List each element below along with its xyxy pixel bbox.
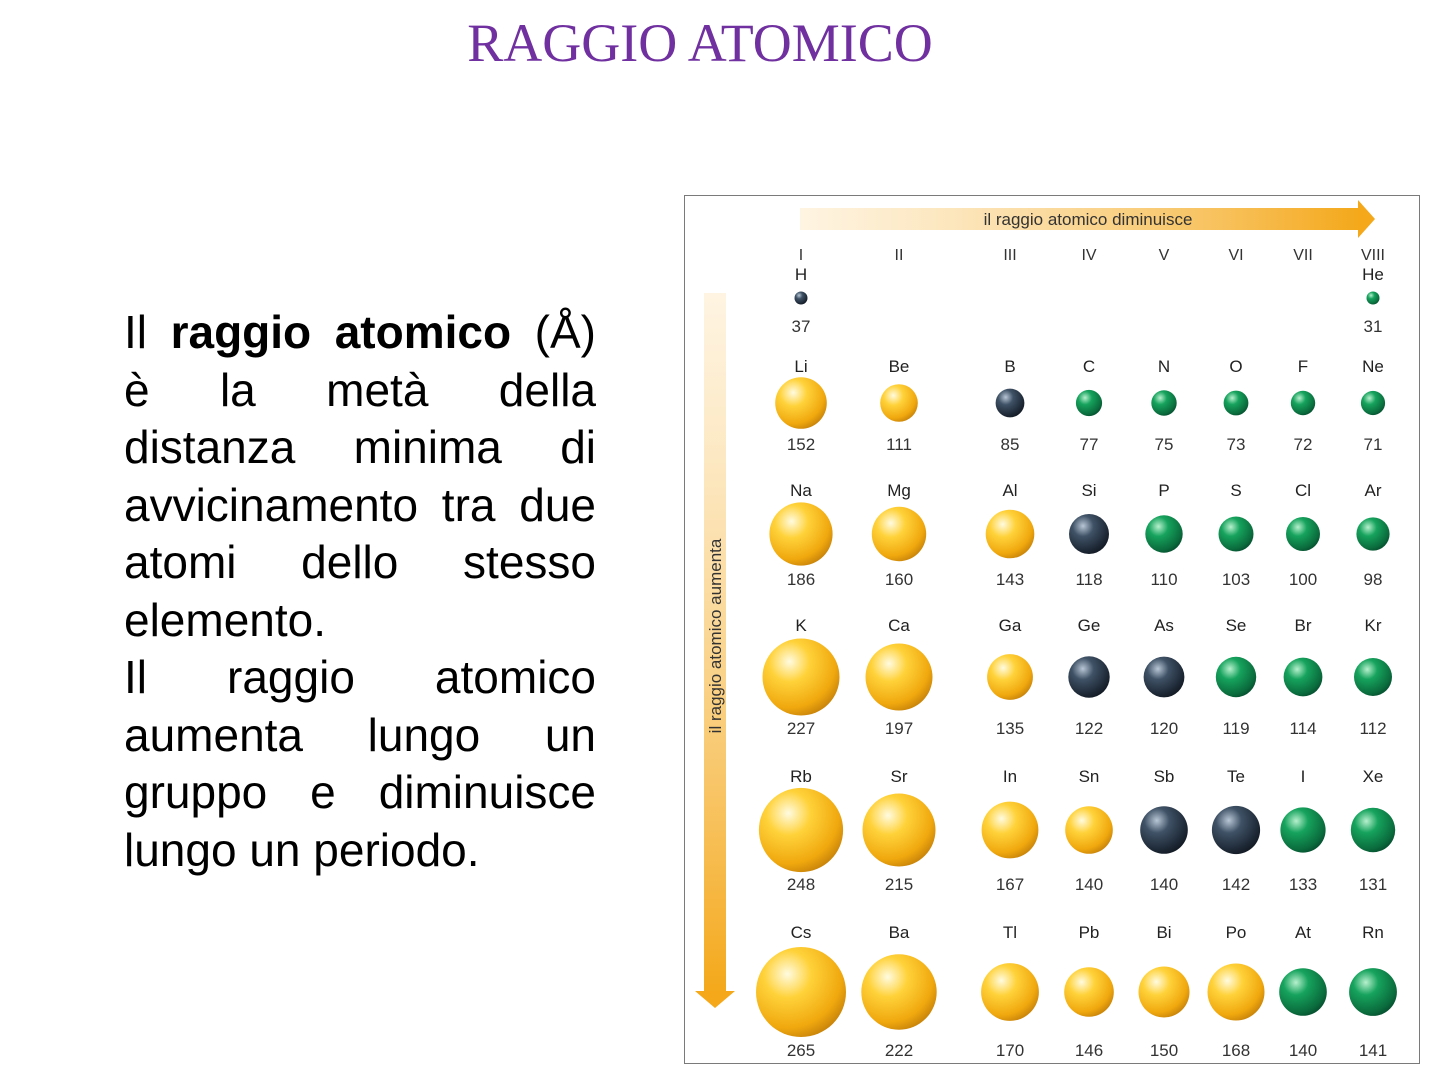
atom-sphere [1212,806,1260,854]
element-radius-value: 197 [884,719,914,738]
element-symbol: O [1229,357,1243,376]
element-symbol: H [794,265,808,284]
slide-title: RAGGIO ATOMICO [467,13,933,73]
element-symbol: Li [794,357,808,376]
group-label: VII [1293,247,1313,264]
element-radius-value: 118 [1075,570,1103,589]
top-arrow [800,200,1375,238]
atomic-radius-figure [684,195,1420,1064]
element-ca [866,616,933,738]
atom-sphere [759,788,843,872]
element-symbol: Sb [1153,767,1175,786]
element-symbol: Al [1002,481,1018,500]
element-symbol: B [1004,357,1016,376]
atom-sphere [987,654,1033,700]
element-se [1216,616,1256,738]
element-symbol: Sn [1078,767,1100,786]
atom-sphere [1069,514,1109,554]
atom-sphere [996,389,1025,418]
element-sb [1140,767,1188,894]
element-symbol: As [1154,616,1174,635]
atom-sphere [1076,390,1102,416]
element-as [1144,616,1185,738]
atom-sphere [756,947,846,1037]
element-radius-value: 73 [1226,435,1246,454]
element-ne [1361,357,1385,454]
element-kr [1354,616,1392,738]
description-text [124,304,596,879]
element-tl [981,923,1039,1060]
element-symbol: Xe [1362,767,1384,786]
element-symbol: Kr [1364,616,1382,635]
element-radius-value: 131 [1358,875,1388,894]
element-n [1151,357,1176,454]
element-symbol: S [1230,481,1242,500]
element-radius-value: 143 [995,570,1025,589]
element-radius-value: 110 [1150,570,1178,589]
element-symbol: At [1294,923,1312,942]
element-in [982,767,1039,894]
element-symbol: Ne [1362,357,1384,376]
element-cl [1286,481,1320,589]
group-headers [799,247,1385,264]
atom-sphere [1064,967,1114,1017]
atom-sphere [982,802,1039,859]
element-symbol: N [1157,357,1171,376]
atom-sphere [1279,968,1327,1016]
element-xe [1351,767,1395,894]
element-symbol: Ba [888,923,910,942]
atom-sphere [1145,515,1182,552]
element-radius-value: 140 [1149,875,1179,894]
element-symbol: Tl [1002,923,1018,942]
element-radius-value: 72 [1293,435,1313,454]
element-radius-value: 98 [1363,570,1383,589]
element-li [775,357,827,454]
element-ga [987,616,1033,738]
atom-sphere [1280,807,1325,852]
element-sn [1065,767,1113,894]
element-radius-value: 140 [1074,875,1104,894]
side-arrow [695,293,735,1008]
atom-sphere [1140,806,1188,854]
element-radius-value: 142 [1221,875,1251,894]
element-radius-value: 85 [1000,435,1020,454]
atom-sphere [986,510,1035,559]
trend-paragraph: Il raggio atomico aumenta lungo un gruppo e diminuisce lungo un periodo. [124,651,596,876]
element-i [1280,767,1325,894]
element-ar [1356,481,1389,589]
element-radius-value: 37 [791,317,811,336]
element-radius-value: 133 [1288,875,1318,894]
group-label: IV [1081,247,1097,264]
element-radius-value: 135 [995,719,1025,738]
element-po [1208,923,1265,1060]
element-radius-value: 114 [1289,719,1317,738]
atom-sphere [1068,656,1109,697]
element-symbol: In [1002,767,1018,786]
element-symbol: K [795,616,807,635]
element-radius-value: 227 [786,719,816,738]
atom-sphere [1361,391,1385,415]
element-na [769,481,832,589]
atom-sphere [769,502,832,565]
atom-sphere [1224,391,1249,416]
atom-sphere [1351,808,1395,852]
element-radius-value: 222 [884,1041,914,1060]
element-radius-value: 100 [1288,570,1318,589]
element-radius-value: 120 [1149,719,1179,738]
atom-sphere [1354,658,1392,696]
atomic-radius-diagram [685,196,1421,1065]
element-symbol: Te [1227,767,1245,786]
element-radius-value: 112 [1359,719,1387,738]
element-radius-value: 160 [884,570,914,589]
element-symbol: C [1082,357,1096,376]
element-p [1145,481,1182,589]
atom-sphere [775,377,827,429]
element-o [1224,357,1249,454]
element-radius-value: 122 [1074,719,1104,738]
element-f [1291,357,1315,454]
atom-sphere [1349,968,1397,1016]
element-symbol: Se [1225,616,1247,635]
atom-sphere [1219,517,1254,552]
atom-sphere [1144,657,1185,698]
element-symbol: Sr [890,767,908,786]
element-br [1284,616,1323,738]
element-symbol: Cs [790,923,812,942]
element-cs [756,923,846,1060]
atom-sphere [1151,390,1176,415]
element-k [763,616,840,738]
element-al [986,481,1035,589]
element-pb [1064,923,1114,1060]
element-radius-value: 75 [1154,435,1174,454]
group-label: II [894,247,904,264]
atom-sphere [1065,806,1113,854]
element-radius-value: 146 [1074,1041,1104,1060]
definition-term: raggio atomico [170,306,512,358]
element-ba [861,923,936,1060]
element-b [996,357,1025,454]
element-radius-value: 140 [1288,1041,1318,1060]
group-label: I [798,247,804,264]
element-symbol: Br [1294,616,1312,635]
element-symbol: He [1362,265,1384,284]
atom-sphere [1291,391,1315,415]
element-rn [1349,923,1397,1060]
element-radius-value: 77 [1079,435,1099,454]
atom-sphere [1367,292,1380,305]
element-si [1069,481,1109,589]
element-mg [872,481,926,589]
element-sr [863,767,936,894]
atom-sphere [795,292,808,305]
element-at [1279,923,1327,1060]
definition-start: Il [124,306,171,358]
element-c [1076,357,1102,454]
element-h [792,265,811,336]
element-grid [756,265,1397,1060]
atom-sphere [866,644,933,711]
definition-rest: (Å) è la metà della distanza minima di avvicinamento tra due atomi dello stesso elemento. [124,306,596,646]
element-symbol: Ar [1364,481,1382,500]
element-radius-value: 111 [886,435,912,454]
element-symbol: Cl [1294,481,1312,500]
element-radius-value: 119 [1222,719,1250,738]
element-symbol: F [1297,357,1309,376]
definition-paragraph [124,304,596,649]
atom-sphere [880,384,918,422]
atom-sphere [1208,964,1265,1021]
element-radius-value: 71 [1363,435,1383,454]
atom-sphere [1139,967,1190,1018]
element-symbol: Ca [888,616,910,635]
group-label: VIII [1360,247,1386,264]
element-radius-value: 31 [1363,317,1383,336]
element-symbol: Bi [1156,923,1172,942]
element-symbol: P [1158,481,1170,500]
element-bi [1139,923,1190,1060]
element-radius-value: 168 [1221,1041,1251,1060]
element-radius-value: 152 [786,435,816,454]
side-arrow-label: il raggio atomico aumenta [706,538,725,734]
element-te [1212,767,1260,894]
element-symbol: Ga [998,616,1022,635]
atom-sphere [863,794,936,867]
atom-sphere [861,954,936,1029]
element-radius-value: 265 [786,1041,816,1060]
group-label: III [1003,247,1017,264]
element-radius-value: 170 [995,1041,1025,1060]
top-arrow-label: il raggio atomico diminuisce [983,210,1193,229]
element-radius-value: 186 [786,570,816,589]
element-symbol: Rb [790,767,812,786]
top-arrow-head [1358,200,1375,238]
group-label: V [1158,247,1170,264]
element-s [1219,481,1254,589]
element-ge [1068,616,1109,738]
element-symbol: Po [1225,923,1247,942]
element-rb [759,767,843,894]
element-symbol: Rn [1362,923,1384,942]
element-be [880,357,918,454]
side-arrow-head [695,991,735,1008]
element-symbol: Be [888,357,910,376]
atom-sphere [1286,517,1320,551]
element-symbol: Pb [1078,923,1100,942]
element-symbol: I [1300,767,1306,786]
atom-sphere [981,963,1039,1021]
element-radius-value: 215 [884,875,914,894]
element-radius-value: 141 [1358,1041,1388,1060]
element-he [1362,265,1384,336]
element-radius-value: 150 [1149,1041,1179,1060]
element-radius-value: 167 [995,875,1025,894]
element-symbol: Ge [1077,616,1101,635]
element-symbol: Na [790,481,812,500]
atom-sphere [872,507,926,561]
group-label: VI [1228,247,1244,264]
element-symbol: Mg [887,481,911,500]
element-radius-value: 248 [786,875,816,894]
atom-sphere [1356,517,1389,550]
element-radius-value: 103 [1221,570,1251,589]
atom-sphere [763,639,840,716]
atom-sphere [1284,658,1323,697]
atom-sphere [1216,657,1256,697]
element-symbol: Si [1081,481,1097,500]
